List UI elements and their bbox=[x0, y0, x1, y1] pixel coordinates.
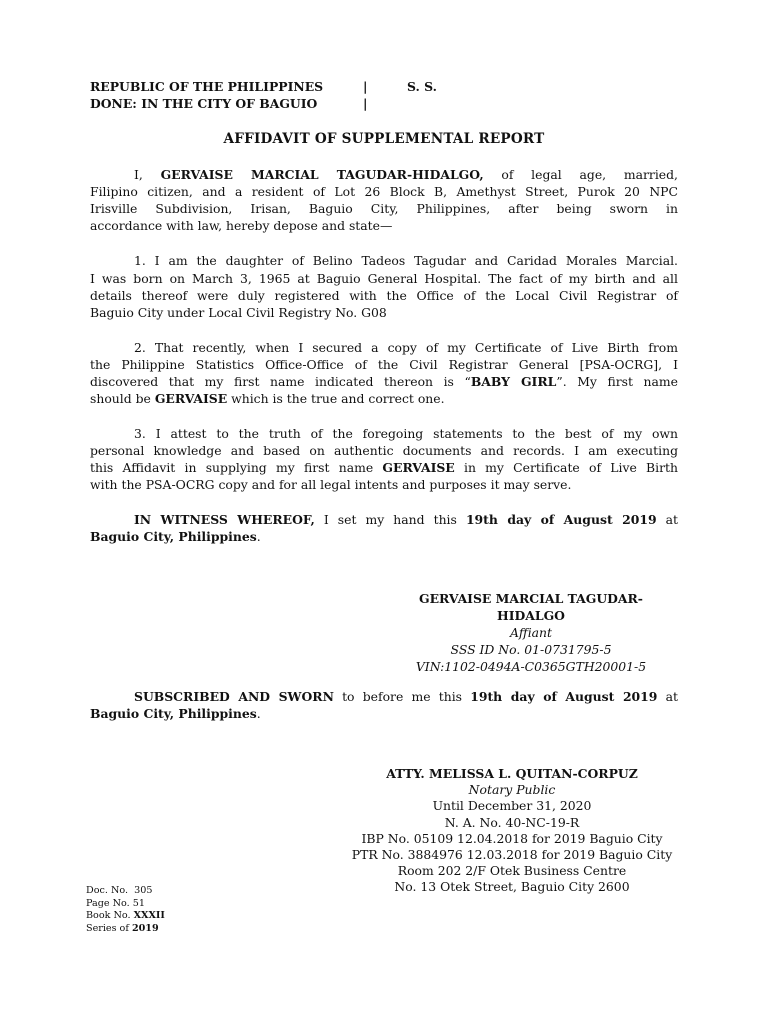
venue-line-2 bbox=[90, 96, 317, 111]
intro-line-4: accordance with law, hereby depose and state— bbox=[90, 218, 393, 233]
venue-republic: REPUBLIC OF THE PHILIPPINES bbox=[90, 79, 324, 94]
para1-line-4: Baguio City under Local Civil Registry No. G08 bbox=[90, 305, 387, 320]
para3-line-4: with the PSA-OCRG copy and for all legal intents and purposes it may serve. bbox=[90, 477, 572, 492]
witness-line-1: IN WITNESS WHEREOF, I set my hand this 19th day of August 2019 at bbox=[134, 512, 678, 527]
affiant-name-inline: GERVAISE MARCIAL TAGUDAR-HIDALGO, bbox=[160, 167, 484, 182]
gervaise-text-2: GERVAISE bbox=[382, 460, 455, 475]
intro-line-1: I, GERVAISE MARCIAL TAGUDAR-HIDALGO, of legal age, married, bbox=[134, 167, 678, 182]
notary-ibp: IBP No. 05109 12.04.2018 for 2019 Baguio City bbox=[361, 830, 663, 846]
subscribed-line-1: SUBSCRIBED AND SWORN to before me this 19th day of August 2019 at bbox=[134, 689, 678, 704]
venue-ss: S. S. bbox=[407, 79, 437, 94]
venue-separator-1: | bbox=[363, 79, 368, 94]
para1-line-1: 1. I am the daughter of Belino Tadeos Tagudar and Caridad Morales Marcial. bbox=[134, 253, 678, 268]
affiant-role: Affiant bbox=[509, 625, 553, 640]
para1-line-2: I was born on March 3, 1965 at Baguio General Hospital. The fact of my birth and all bbox=[90, 271, 678, 286]
notary-commission: Until December 31, 2020 bbox=[432, 798, 592, 814]
intro-line-2: Filipino citizen, and a resident of Lot 26 Block B, Amethyst Street, Purok 20 NPC bbox=[90, 184, 678, 199]
para3-line-3: this Affidavit in supplying my first name GERVAISE in my Certificate of Live Birth bbox=[90, 460, 678, 475]
notary-ptr: PTR No. 3884976 12.03.2018 for 2019 Baguio City bbox=[351, 847, 673, 863]
gervaise-text-1: GERVAISE bbox=[154, 391, 228, 406]
notary-na-number: N. A. No. 40-NC-19-R bbox=[444, 814, 580, 830]
venue-city: DONE: IN THE CITY OF BAGUIO bbox=[90, 96, 318, 111]
notary-name: ATTY. MELISSA L. QUITAN-CORPUZ bbox=[386, 766, 638, 781]
para3-line-2: personal knowledge and based on authentic documents and records. I am executing bbox=[90, 443, 678, 458]
document-title: AFFIDAVIT OF SUPPLEMENTAL REPORT bbox=[223, 131, 545, 147]
doc-info bbox=[86, 885, 165, 935]
notary-role: Notary Public bbox=[468, 782, 556, 798]
para3-line-1: 3. I attest to the truth of the foregoing statements to the best of my own bbox=[134, 426, 678, 441]
para1-line-3: details thereof were duly registered with the Office of the Local Civil Registrar of bbox=[90, 288, 678, 303]
intro-line-3: Irisville Subdivision, Irisan, Baguio City, Philippines, after being sworn in bbox=[90, 201, 678, 216]
notary-address: No. 13 Otek Street, Baguio City 2600 bbox=[394, 879, 630, 895]
affiant-vin: VIN:1102-0494A-C0365GTH20001-5 bbox=[415, 659, 647, 674]
notary-block bbox=[322, 766, 702, 896]
notary-office: Room 202 2/F Otek Business Centre bbox=[397, 863, 627, 879]
affiant-block bbox=[351, 590, 711, 675]
para2-line-4: should be GERVAISE which is the true and correct one. bbox=[90, 391, 445, 406]
venue-separator-2: | bbox=[363, 96, 368, 111]
witness-line-2: Baguio City, Philippines. bbox=[90, 529, 261, 544]
subscribed-line-2: Baguio City, Philippines. bbox=[90, 706, 261, 721]
affiant-name-line-2: HIDALGO bbox=[497, 608, 565, 623]
para2-line-1: 2. That recently, when I secured a copy of my Certificate of Live Birth from bbox=[134, 340, 678, 355]
series-year: Series of 2019 bbox=[86, 922, 159, 934]
affiant-name-line-1: GERVAISE MARCIAL TAGUDAR- bbox=[419, 591, 643, 606]
venue-line-1 bbox=[90, 79, 323, 94]
doc-number: Doc. No. 305 bbox=[86, 885, 153, 896]
para2-line-2: the Philippine Statistics Office-Office of the Civil Registrar General [PSA-OCRG], I bbox=[90, 357, 678, 372]
page-number: Page No. 51 bbox=[86, 897, 145, 909]
para2-line-3: discovered that my first name indicated thereon is “BABY GIRL”. My first name bbox=[90, 374, 678, 389]
baby-girl-text: BABY GIRL bbox=[470, 374, 557, 389]
book-number: Book No. XXXII bbox=[86, 910, 165, 921]
affiant-sss: SSS ID No. 01-0731795-5 bbox=[450, 642, 612, 657]
